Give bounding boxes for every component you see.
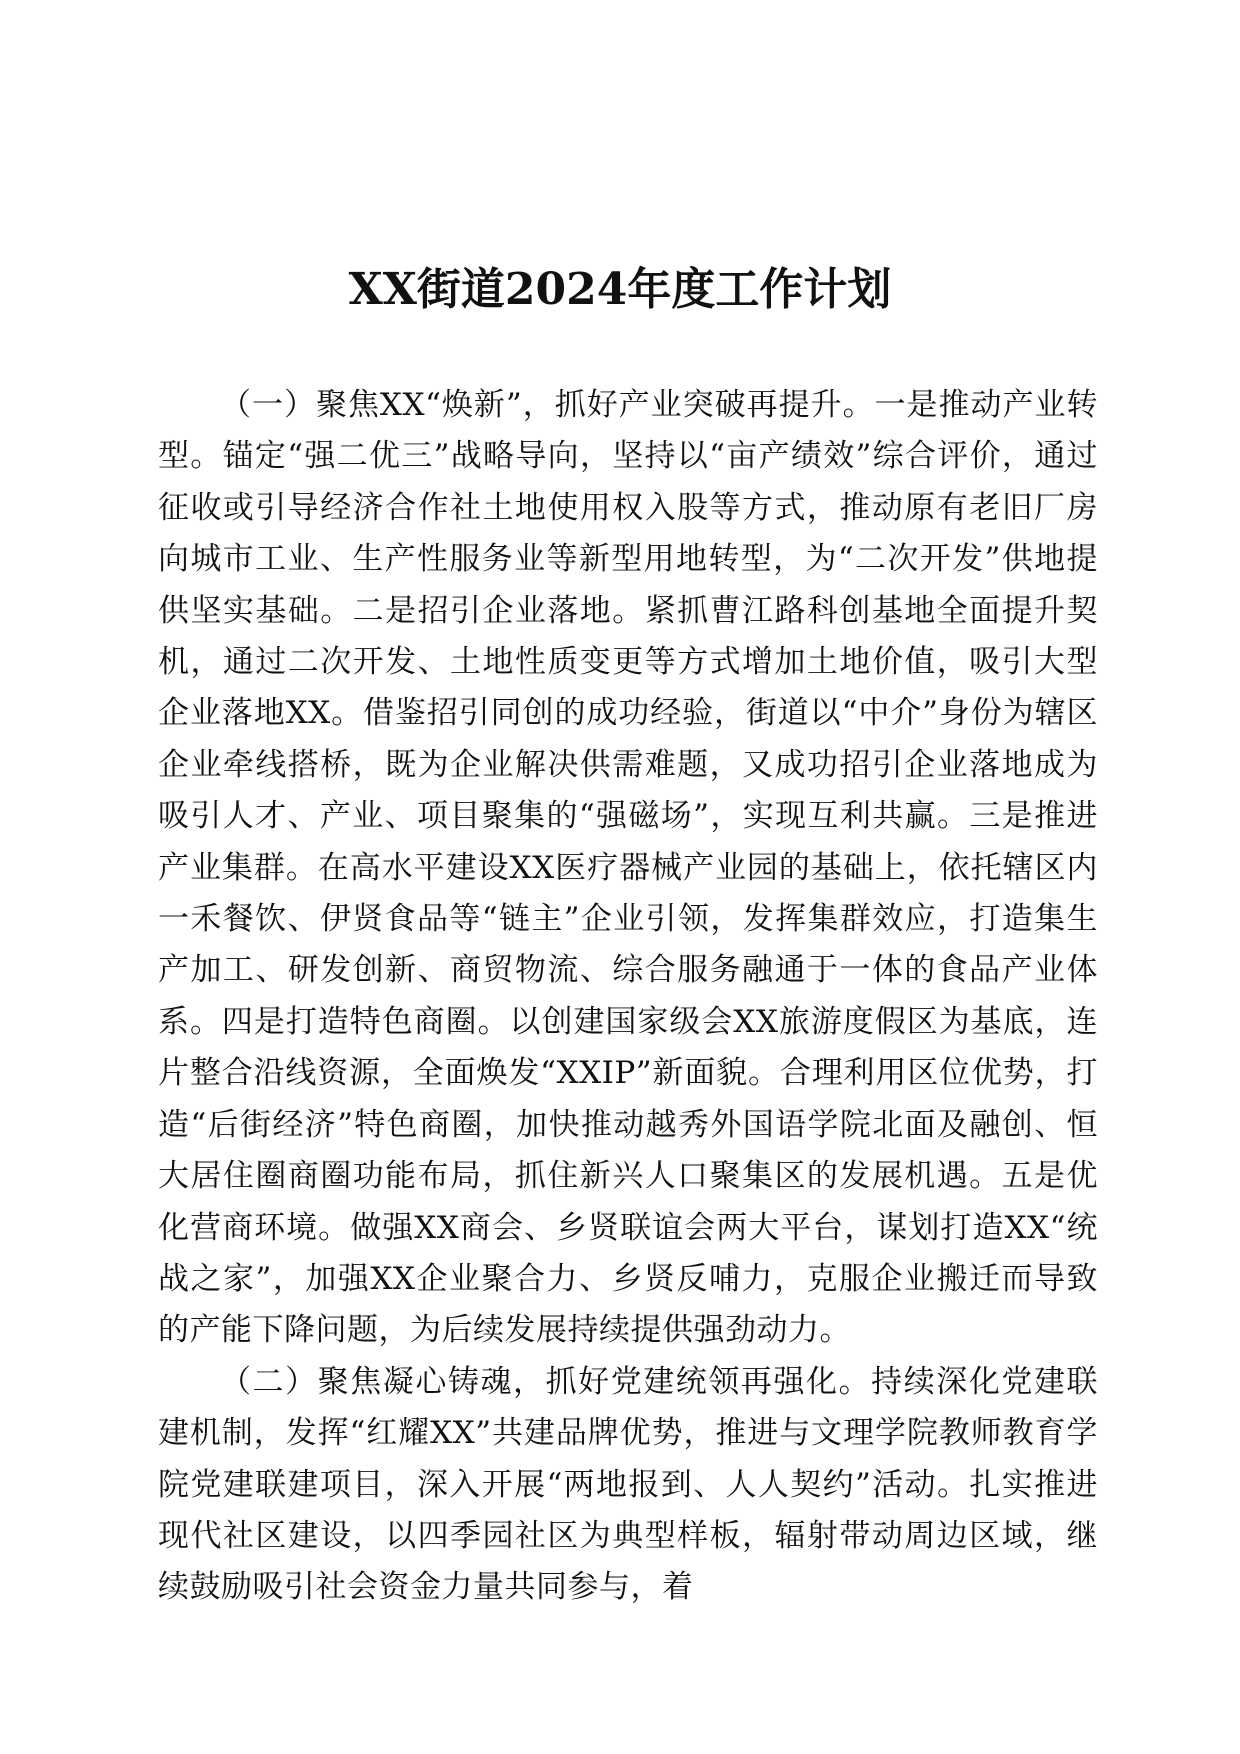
paragraph-industry: （一）聚焦XX“焕新”，抓好产业突破再提升。一是推动产业转型。锚定“强二优三”战略导向，坚持以“亩产绩效”综合评价，通过征收或引导经济合作社土地使用权入股等方式，推动原有老旧厂房向城市工业、生产性服务业等新型用地转型，为“二次开发”供地提供坚实基础。二是招引企业落地。紧抓曹江路科创基地全面提升契机，通过二次开发、土地性质变更等方式增加土地价值，吸引大型企业落地XX。借鉴招引同创的成功经验，街道以“中介”身份为辖区企业牵线搭桥，既为企业解决供需难题，又成功招引企业落地成为吸引人才、产业、项目聚集的“强磁场”，实现互利共赢。三是推进产业集群。在高水平建设XX医疗器械产业园的基础上，依托辖区内一禾餐饮、伊贤食品等“链主”企业引领，发挥集群效应，打造集生产加工、研发创新、商贸物流、综合服务融通于一体的食品产业体系。四是打造特色商圈。以创建国家级会XX旅游度假区为基底，连片整合沿线资源，全面焕发“XXIP”新面貌。合理利用区位优势，打造“后街经济”特色商圈，加快推动越秀外国语学院北面及融创、恒大居住圈商圈功能布局，抓住新兴人口聚集区的发展机遇。五是优化营商环境。做强XX商会、乡贤联谊会两大平台，谋划打造XX“统战之家”，加强XX企业聚合力、乡贤反哺力，克服企业搬迁而导致的产能下降问题，为后续发展持续提供强劲动力。 <box>158 387 1098 1349</box>
paragraph-party-building: （二）聚焦凝心铸魂，抓好党建统领再强化。持续深化党建联建机制，发挥“红耀XX”共建品牌优势，推进与文理学院教师教育学院党建联建项目，深入开展“两地报到、人人契约”活动。扎实推进现代社区建设，以四季园社区为典型样板，辐射带动周边区域，继续鼓励吸引社会资金力量共同参与，着 <box>158 1363 1098 1606</box>
document-title: XX街道2024年度工作计划 <box>348 264 892 315</box>
document-body <box>158 380 1098 1614</box>
